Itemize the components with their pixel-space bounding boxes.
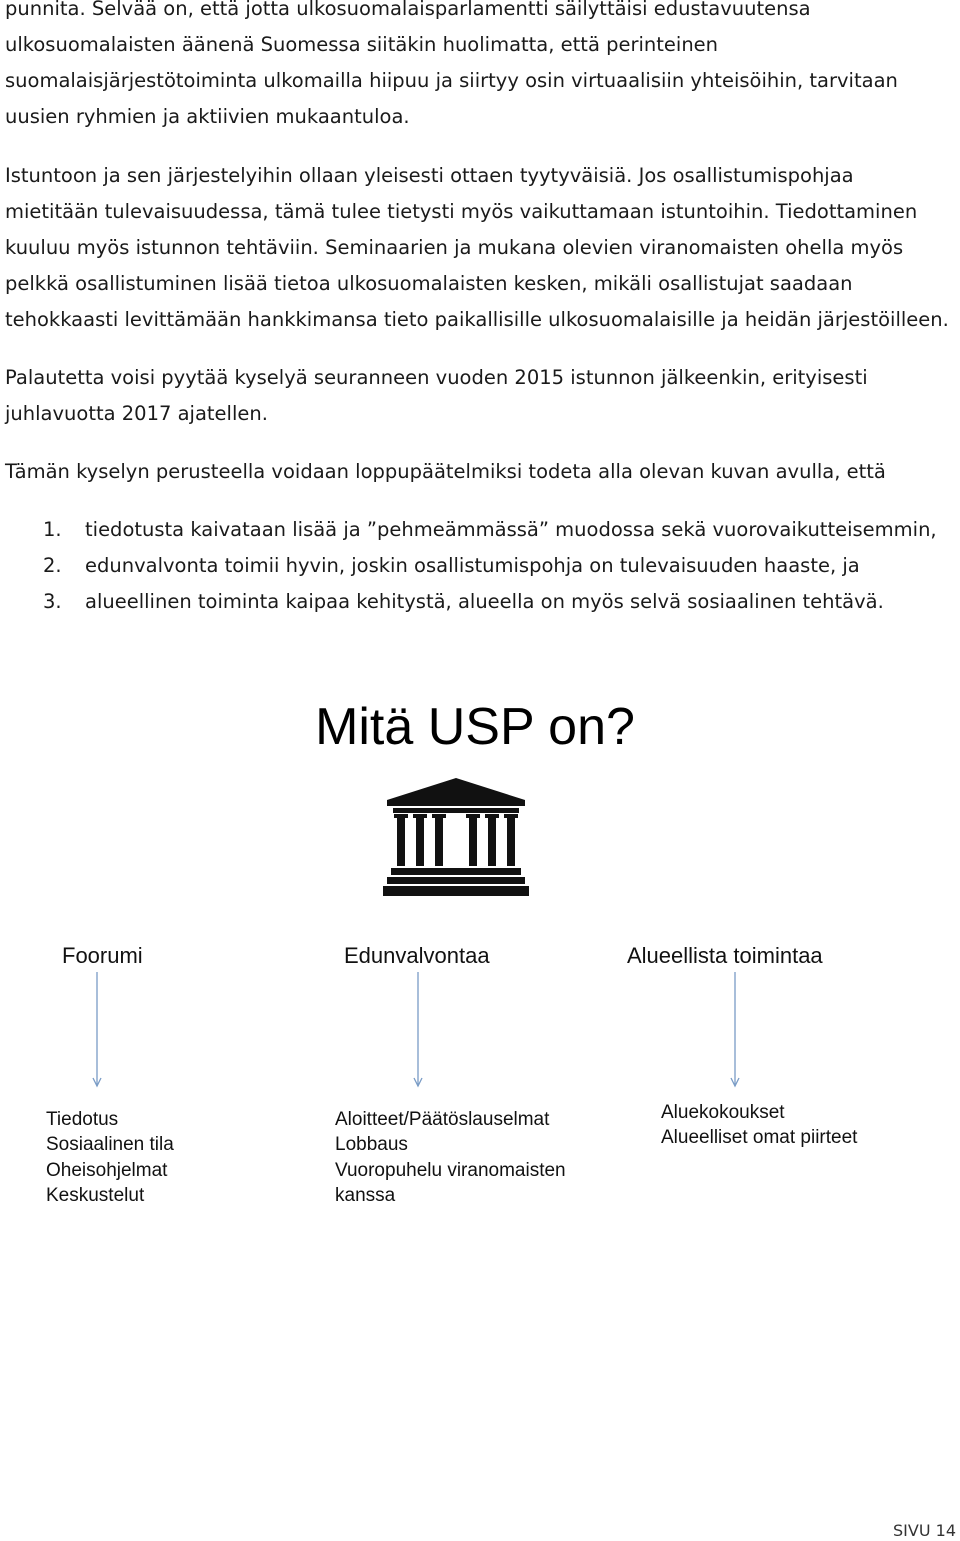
paragraph-conclusion-intro: Tämän kyselyn perusteella voidaan loppupäätelmiksi todeta alla olevan kuvan avulla, että	[5, 460, 886, 483]
column-heading-regional: Alueellista toimintaa	[627, 943, 823, 968]
list-item-text: edunvalvonta toimii hyvin, joskin osallistumispohja on tulevaisuuden haaste, ja	[85, 554, 860, 577]
list-item: Keskustelut	[46, 1184, 145, 1206]
list-item: kanssa	[335, 1184, 396, 1206]
column-heading-advocacy: Edunvalvontaa	[344, 943, 490, 968]
list-item: Oheisohjelmat	[46, 1159, 168, 1181]
page-number: SIVU 14	[893, 1521, 956, 1540]
paragraph-feedback: Palautetta voisi pyytää kyselyä seuranneen vuoden 2015 istunnon jälkeenkin, erityisesti juhlavuotta 2017 ajatellen.	[5, 366, 868, 425]
paragraph-session: Istuntoon ja sen järjestelyihin ollaan yleisesti ottaen tyytyväisiä. Jos osallistumispohjaa mietitään tulevaisuudessa, tämä tulee tietysti myös vaikuttamaan istuntoihin. Tiedottaminen kuuluu myös istunnon tehtäviin. Seminaarien ja mukana olevien viranomaisten ohella myös pelkkä osallistuminen lisää tietoa ulkosuomalaisten kesken, mikäli osallistujat saadaan tehokkaasti levittämään hankkimansa tieto paikallisille ulkosuomalaisille ja heidän järjestöilleen.	[5, 164, 949, 331]
list-item: Aluekokoukset	[661, 1102, 785, 1123]
diagram-title: Mitä USP on?	[315, 698, 635, 756]
column-list-forum	[46, 1107, 174, 1208]
list-item-text: alueellinen toiminta kaipaa kehitystä, alueella on myös selvä sosiaalinen tehtävä.	[85, 590, 884, 613]
list-item: Aloitteet/Päätöslauselmat	[335, 1109, 550, 1130]
list-item: Lobbaus	[335, 1134, 408, 1156]
list-item-text: tiedotusta kaivataan lisää ja ”pehmeämmässä” muodossa sekä vuorovaikutteisemmin,	[85, 518, 937, 541]
paragraph-intro: punnita. Selvää on, että jotta ulkosuomalaisparlamentti säilyttäisi edustavuutensa ulkosuomalaisten äänenä Suomessa siitäkin huolimatta, että perinteinen suomalaisjärjestötoiminta ulkomailla hiipuu ja siirtyy osin virtuaalisiin yhteisöihin, tarvitaan uusien ryhmien ja aktiivien mukaantuloa.	[5, 0, 898, 128]
list-item: Sosiaalinen tila	[46, 1134, 174, 1156]
diagram-arrows	[0, 970, 960, 1100]
list-item-number: 2.	[43, 554, 62, 577]
list-item-number: 3.	[43, 590, 62, 613]
column-list-advocacy	[335, 1107, 566, 1208]
list-item: Tiedotus	[46, 1109, 119, 1130]
list-item: Alueelliset omat piirteet	[661, 1127, 858, 1149]
parliament-building-icon	[383, 778, 529, 896]
list-item-number: 1.	[43, 518, 62, 541]
list-item: Vuoropuhelu viranomaisten	[335, 1159, 566, 1181]
column-heading-forum: Foorumi	[62, 943, 143, 968]
column-list-regional	[661, 1100, 857, 1151]
